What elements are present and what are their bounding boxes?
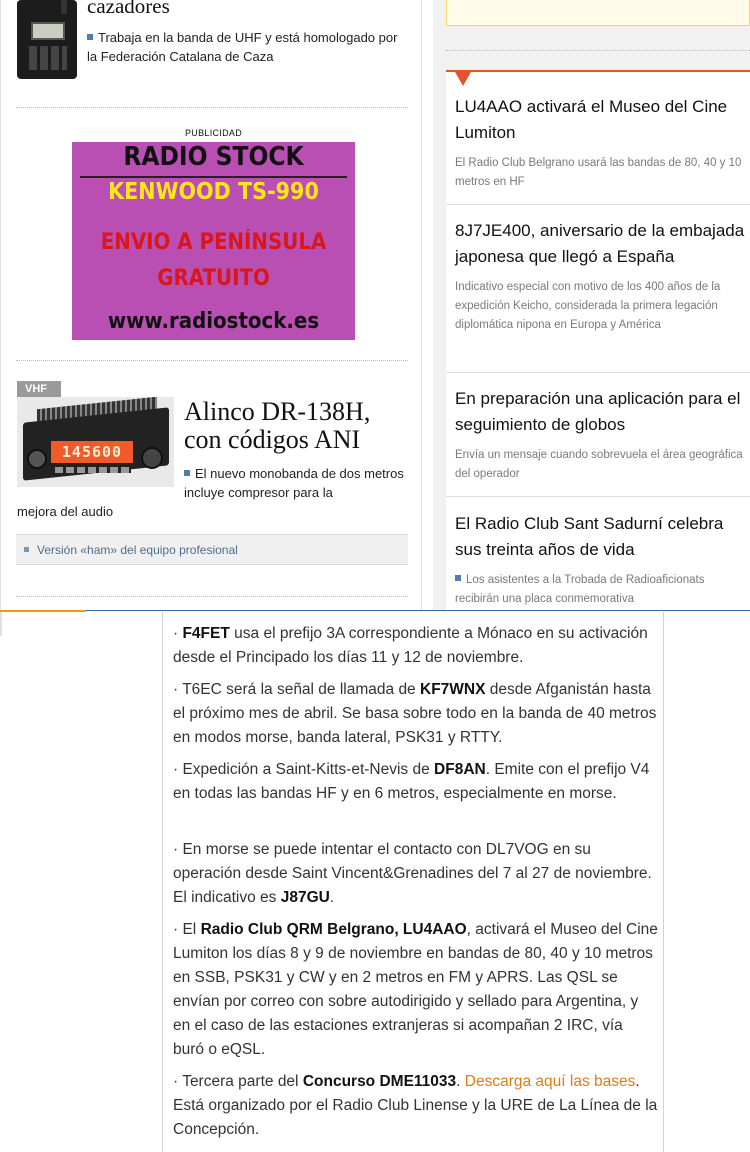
ad-brand: RADIO STOCK [123, 142, 304, 172]
paragraph-text: usa el prefijo 3A correspondiente a Mónaco en su activación desde el Principado los días 11 y 12 de noviembre. [173, 625, 648, 666]
news-item-desc: El Radio Club Belgrano usará las bandas de 80, 40 y 10 metros en HF [455, 157, 742, 188]
article-body [162, 612, 664, 1152]
bullet-square-icon [24, 547, 29, 552]
ad-rule [80, 176, 347, 178]
news-item [455, 94, 747, 192]
ad-url: www.radiostock.es [107, 309, 320, 334]
news-item-desc: Indicativo especial con motivo de los 400 años de la expedición Keicho, considerada la primera legación diplomática nipona en Europa y América [455, 281, 721, 331]
radio-keypad-graphic [29, 46, 67, 70]
related-link-box[interactable] [16, 534, 408, 565]
paragraph-text: , activará el Museo del Cine Lumiton los días 8 y 9 de noviembre en bandas de 80, 40 y 10 metros en SSB, PSK31 y CW y en 2 metros en FM y APRS. Las QSL se envían por correo con sobre autodirigido y sellado para Argentina, y en el caso de las estaciones extranjeras si acompañan 2 IRC, vía buró o eQSL. [173, 921, 658, 1058]
hunter-radio-summary [87, 28, 407, 66]
hunter-radio-summary-text: Trabaja en la banda de UHF y está homologado por la Federación Catalana de Caza [87, 30, 398, 64]
callsign-bold: J87GU [280, 889, 330, 906]
callsign-bold: F4FET [182, 625, 230, 642]
divider [446, 50, 750, 51]
news-item [455, 218, 747, 335]
paragraph-text: · El [173, 921, 201, 938]
news-item-title[interactable]: En preparación una aplicación para el seguimiento de globos [455, 389, 741, 434]
bullet-square-icon [184, 470, 190, 476]
radio-knob-graphic [141, 447, 163, 469]
radio-lcd-display: 145600 [51, 441, 133, 463]
ad-offer-line1: ENVIO A PENÍNSULA [100, 230, 327, 255]
down-triangle-icon [455, 72, 471, 86]
article-paragraph [173, 678, 658, 750]
paragraph-text: · T6EC será la señal de llamada de [173, 681, 420, 698]
hunter-radio-headline[interactable]: cazadores [87, 0, 170, 18]
vhf-category-tag[interactable]: VHF [17, 381, 61, 397]
contest-name-bold: Concurso DME11033 [302, 1073, 457, 1090]
paragraph-text: · Tercera parte del [173, 1073, 303, 1090]
article-paragraph [173, 918, 658, 1062]
alinco-headline[interactable]: Alinco DR-138H, con códigos ANI [184, 397, 371, 454]
bullet-square-icon [455, 575, 461, 581]
paragraph-text: · [173, 625, 183, 642]
notice-box [446, 0, 750, 26]
radio-knob-graphic [27, 449, 47, 469]
divider [16, 596, 408, 597]
news-item [455, 386, 747, 484]
radio-screen-graphic [31, 22, 65, 40]
callsign-bold: Radio Club QRM Belgrano, LU4AAO [200, 921, 467, 938]
handheld-radio-image[interactable] [17, 0, 77, 79]
download-bases-link[interactable]: Descarga aquí las bases [464, 1073, 636, 1090]
news-item-desc [455, 571, 747, 609]
border-line [0, 612, 2, 636]
news-item-title[interactable]: El Radio Club Sant Sadurní celebra sus treinta años de vida [455, 514, 724, 559]
ad-product: KENWOOD TS-990 [108, 179, 319, 205]
news-item-title[interactable]: 8J7JE400, aniversario de la embajada japonesa que llegó a España [455, 221, 745, 266]
radio-stock-banner-ad[interactable] [72, 142, 355, 340]
orange-accent-line [0, 610, 86, 612]
article-paragraph [173, 1070, 658, 1142]
callsign-bold: KF7WNX [420, 681, 486, 698]
ad-offer-line2: GRATUITO [157, 266, 270, 291]
alinco-summary-continued: mejora del audio [17, 504, 114, 519]
divider [16, 107, 408, 108]
divider [446, 204, 750, 205]
ad-label: PUBLICIDAD [184, 128, 242, 138]
news-item [455, 511, 747, 609]
radio-buttons-graphic [55, 467, 131, 473]
article-paragraph [173, 758, 658, 806]
divider [16, 360, 408, 361]
divider [446, 496, 750, 497]
paragraph-text: . Está organizado por el Radio Club Linense y la URE de La Línea de la Concepción. [173, 1073, 658, 1138]
paragraph-text: . [329, 889, 335, 906]
antenna-graphic [61, 0, 67, 14]
callsign-bold: DF8AN [434, 761, 486, 778]
related-link[interactable]: Versión «ham» del equipo profesional [37, 543, 238, 557]
article-paragraph [173, 838, 658, 910]
paragraph-text: desde Afganistán hasta el próximo mes de abril. Se basa sobre todo en la banda de 40 metros en modos morse, banda lateral, PSK31 y RTTY. [173, 681, 657, 746]
alinco-summary [184, 464, 412, 502]
paragraph-text: . [456, 1073, 465, 1090]
article-section [0, 610, 750, 1152]
news-item-title[interactable]: LU4AAO activará el Museo del Cine Lumiton [455, 97, 728, 142]
paragraph-text: · Expedición a Saint-Kitts-et-Nevis de [173, 761, 435, 778]
divider [446, 372, 750, 373]
alinco-radio-image[interactable] [17, 397, 174, 487]
blue-border-line [86, 610, 750, 611]
bullet-square-icon [87, 34, 93, 40]
news-item-desc: Envía un mensaje cuando sobrevuela el área geográfica del operador [455, 449, 743, 480]
paragraph-text: · En morse se puede intentar el contacto con DL7VOG en su operación desde Saint Vincent&Grenadines del 7 al 27 de noviembre. El indicativo es [173, 841, 652, 906]
paragraph-text: . Emite con el prefijo V4 en todas las bandas HF y en 6 metros, especialmente en morse. [173, 761, 650, 802]
article-paragraph [173, 622, 658, 670]
news-item-desc-text: Los asistentes a la Trobada de Radioaficionats recibirán una placa conmemorativa [455, 574, 705, 605]
alinco-summary-text: El nuevo monobanda de dos metros incluye compresor para la [184, 466, 404, 500]
